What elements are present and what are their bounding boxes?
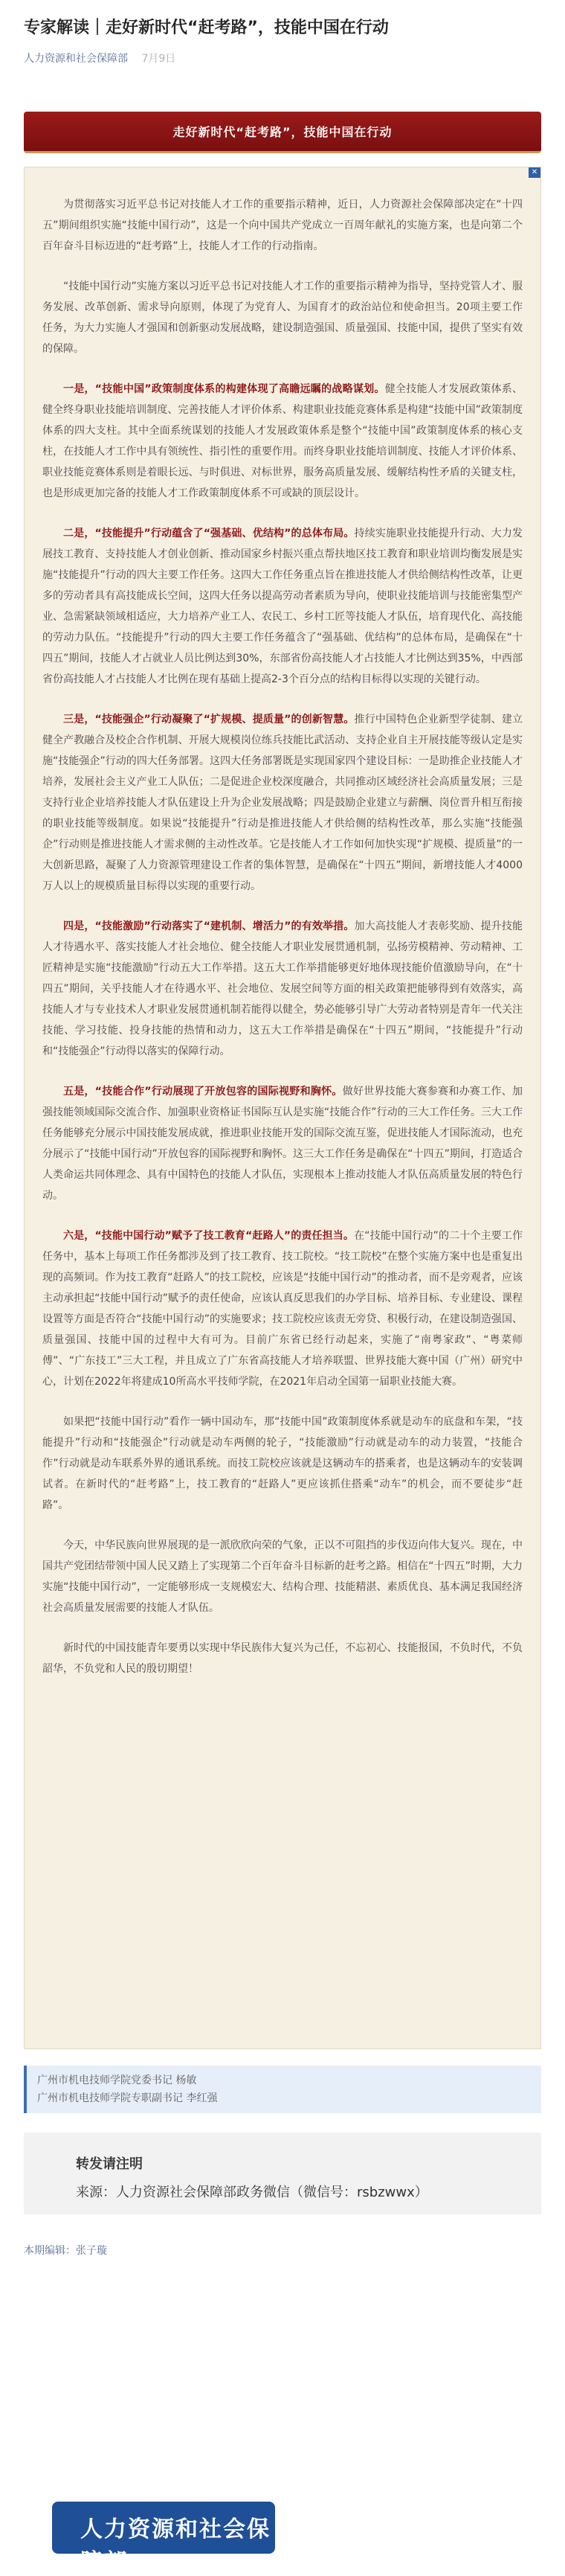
footer-logo [52, 2502, 275, 2575]
article-paragraph [42, 194, 523, 257]
account-name-link[interactable]: 人力资源和社会保障部 [24, 53, 128, 65]
reprint-notice [24, 2133, 541, 2214]
footer-logo-text: 人力资源和社会保障部 [80, 2516, 271, 2575]
reprint-title: 转发请注明 [76, 2156, 143, 2172]
close-icon: ✕ [529, 167, 540, 178]
author-line: 广州市机电技师学院党委书记 杨敏 [37, 2074, 197, 2086]
paragraph-text: 持续实施职业技能提升行动、大力发展技工教育、支持技能人才创业创新、推动国家乡村振兴重点帮扶地区技工教育和职业培训均衡发展是实施“技能提升”行动的四大主要工作任务。这四大工作任务重点旨在推进技能人才供给侧结构性改革，让更多的劳动者具有高技能成长空间，这四大任务以提高劳动者素质为导向，使职业技能培训与技能密集型产业、急需紧缺领域相适应，大力培养产业工人、农民工、乡村工匠等技能人才队伍，培育现代化、高技能的劳动力队伍。“技能提升”行动的四大主要工作任务蕴含了“强基础、优结构”的总体布局，是确保在“十四五”期间，技能人才占就业人员比例达到30%，东部省份高技能人才占技能人才比例达到35%，中西部省份高技能人才占技能人才比例在现有基础上提高2-3个百分点的结构目标得以实现的关键行动。 [42, 528, 523, 685]
article-meta [24, 51, 541, 65]
article-paragraph [42, 379, 523, 504]
paragraph-text: 在“技能中国行动”的二十个主要工作任务中，基本上每项工作任务都涉及到了技工教育、技工院校。“技工院校”在整个实施方案中也是重复出现的高频词。作为技工教育“赶路人”的技工院校，应该是“技能中国行动”的推动者，而不是旁观者，应该主动承担起“技能中国行动”赋予的责任使命，应该认真反思我们的办学目标、培养目标、专业建设、课程设置等方面是否符合“技能中国行动”的实施要求；技工院校应该责无旁贷、积极行动，在建设制造强国、质量强国、技能中国的过程中大有可为。目前广东省已经行动起来，实施了“南粤家政”、“粤菜师傅”、“广东技工”三大工程，并且成立了广东省高技能人才培养联盟、世界技能大赛中国（广州）研究中心，计划在2022年将建成10所高水平技师学院，在2021年启动全国第一届职业技能大赛。 [42, 1230, 523, 1388]
paragraph-text: 今天，中华民族向世界展现的是一派欣欣向荣的气象，正以不可阻挡的步伐迈向伟大复兴。现在，中国共产党团结带领中国人民又踏上了实现第二个百年奋斗目标新的赶考之路。相信在“十四五”时期，大力实施“技能中国行动”，一定能够形成一支规模宏大、结构合理、技能精湛、素质优良、基本满足我国经济社会高质量发展需要的技能人才队伍。 [42, 1539, 523, 1614]
paragraph-lead: 一是，“技能中国”政策制度体系的构建体现了高瞻远瞩的战略谋划。 [63, 383, 385, 395]
article-paragraph [42, 523, 523, 690]
article-header [0, 0, 565, 65]
publish-date: 7月9日 [141, 53, 176, 65]
paragraph-text: 做好世界技能大赛参赛和办赛工作、加强技能领域国际交流合作、加强职业资格证书国际互认是实施“技能合作”行动的三大工作任务。三大工作任务能够充分展示中国技能发展成就，推进职业技能开发的国际交流互鉴，促进技能人才国际流动，也充分展示了“技能中国行动”开放包容的国际视野和胸怀。这三大工作任务是确保在“十四五”期间，打造适合人类命运共同体理念、具有中国特色的技能人才队伍，实现根本上推动技能人才队伍高质量发展的特色行动。 [42, 1086, 523, 1202]
article-title: 专家解读｜走好新时代“赶考路”，技能中国在行动 [24, 19, 389, 37]
paragraph-text: 新时代的中国技能青年要勇以实现中华民族伟大复兴为己任，不忘初心、技能报国，不负时代，不负韶华，不负党和人民的殷切期望！ [42, 1642, 523, 1675]
paragraph-text: 如果把“技能中国行动”看作一辆中国动车，那“技能中国”政策制度体系就是动车的底盘和车架，“技能提升”行动和“技能强企”行动就是动车两侧的轮子，“技能激励”行动就是动车的动力装置，“技能合作”行动就是动车联系外界的通讯系统。而技工院校应该就是这辆动车的搭乘者，也是这辆动车的安装调试者。在新时代的“赶考路”上，技工教育的“赶路人”更应该抓住搭乘“动车”的机会，而不要徒步“赶路”。 [42, 1416, 523, 1511]
article-paragraph [42, 1638, 523, 1679]
article-paragraph [42, 276, 523, 359]
paragraph-text: 加大高技能人才表彰奖励、提升技能人才待遇水平、落实技能人才社会地位、健全技能人才职业发展贯通机制，弘扬劳模精神、劳动精神、工匠精神是实施“技能激励”行动五大工作举措。这五大工作举措能够更好地体现技能价值激励导向，在“十四五”期间，关乎技能人才在待遇水平、社会地位、发展空间等方面的相关政策把能够得到有效落实，高技能人才与专业技术人才职业发展贯通机制若能得以健全，势必能够引导广大劳动者特别是青年一代关注技能、学习技能、投身技能的热情和动力，这五大工作举措是确保在“十四五”期间，“技能提升”行动和“技能强企”行动得以落实的保障行动。 [42, 920, 523, 1057]
article-paragraph [42, 916, 523, 1062]
paragraph-text: 推行中国特色企业新型学徒制、建立健全产教融合及校企合作机制、开展大规模岗位练兵技能比武活动、支持企业自主开展技能等级认定是实施“技能强企”行动的四大任务部署。这四大任务部署既是实现国家四个建设目标：一是助推企业技能人才培养，发展社会主义产业工人队伍；二是促进企业校深度融合，共同推动区域经济社会高质量发展；三是支持行业企业培养技能人才队伍建设上升为企业发展战略；四是鼓励企业建立与薪酬、岗位晋升相互衔接的职业技能等级制度。如果说“技能提升”行动是推进技能人才供给侧的结构性改革，那么实施“技能强企”行动则是推进技能人才需求侧的主动性改革。它是技能人才工作如何加快实现“扩规模、提质量”的一大创新思路，凝聚了人力资源管理建设工作者的集体智慧，是确保在“十四五”期间，新增技能人才4000万人以上的规模质量目标得以实现的重要行动。 [42, 714, 523, 892]
author-line: 广州市机电技师学院专职副书记 李红强 [37, 2092, 218, 2104]
paragraph-text: 为贯彻落实习近平总书记对技能人才工作的重要指示精神，近日，人力资源社会保障部决定在“十四五”期间组织实施“技能中国行动”，这是一个向中国共产党成立一百周年献礼的实施方案，也是向第二个百年奋斗目标迈进的“赶考路”上，技能人才工作的行动指南。 [42, 199, 523, 252]
paragraph-lead: 二是，“技能提升”行动蕴含了“强基础、优结构”的总体布局。 [63, 528, 355, 539]
paragraph-lead: 四是，“技能激励”行动落实了“建机制、增活力”的有效举措。 [63, 920, 355, 932]
reprint-source: 来源：人力资源社会保障部政务微信（微信号：rsbzwwx） [76, 2185, 428, 2200]
article-paragraph [42, 1081, 523, 1206]
paragraph-text: “技能中国行动”实施方案以习近平总书记对技能人才工作的重要指示精神为指导，坚持党管人才、服务发展、改革创新、需求导向原则，体现了为党育人、为国育才的政治站位和使命担当。20项主要工作任务，为大力实施人才强国和创新驱动发展战略，建设制造强国、质量强国、技能中国，提供了坚实有效的保障。 [42, 281, 523, 355]
article-paragraph [42, 1225, 523, 1392]
paragraph-text: 健全技能人才发展政策体系、健全终身职业技能培训制度、完善技能人才评价体系、构建职业技能竞赛体系是构建“技能中国”政策制度体系的四大支柱。其中全面系统谋划的技能人才发展政策体系是整个“技能中国”政策制度体系的核心支柱，在技能人才工作中具有领统性、指引性的重要作用。而终身职业技能培训制度、技能人才评价体系、职业技能竞赛体系则是着眼长远、与时俱进、对标世界，服务高质量发展、缓解结构性矛盾的关键支柱，也是形成更加完备的技能人才工作政策制度体系不可或缺的顶层设计。 [42, 383, 523, 499]
article-paragraph [42, 709, 523, 897]
paragraph-lead: 六是，“技能中国行动”赋予了技工教育“赶路人”的责任担当。 [63, 1230, 355, 1242]
article-paragraph [42, 1535, 523, 1618]
banner-text: 走好新时代“赶考路”，技能中国在行动 [172, 125, 393, 139]
article-content-panel [24, 167, 541, 2049]
paragraph-list [42, 194, 523, 1679]
paragraph-lead: 三是，“技能强企”行动凝聚了“扩规模、提质量”的创新智慧。 [63, 714, 355, 725]
title-banner [24, 112, 541, 153]
editor-credit: 本期编辑：张子璇 [24, 2245, 107, 2257]
paragraph-lead: 五是，“技能合作”行动展现了开放包容的国际视野和胸怀。 [63, 1086, 343, 1098]
author-block [24, 2066, 541, 2113]
article-paragraph [42, 1412, 523, 1516]
